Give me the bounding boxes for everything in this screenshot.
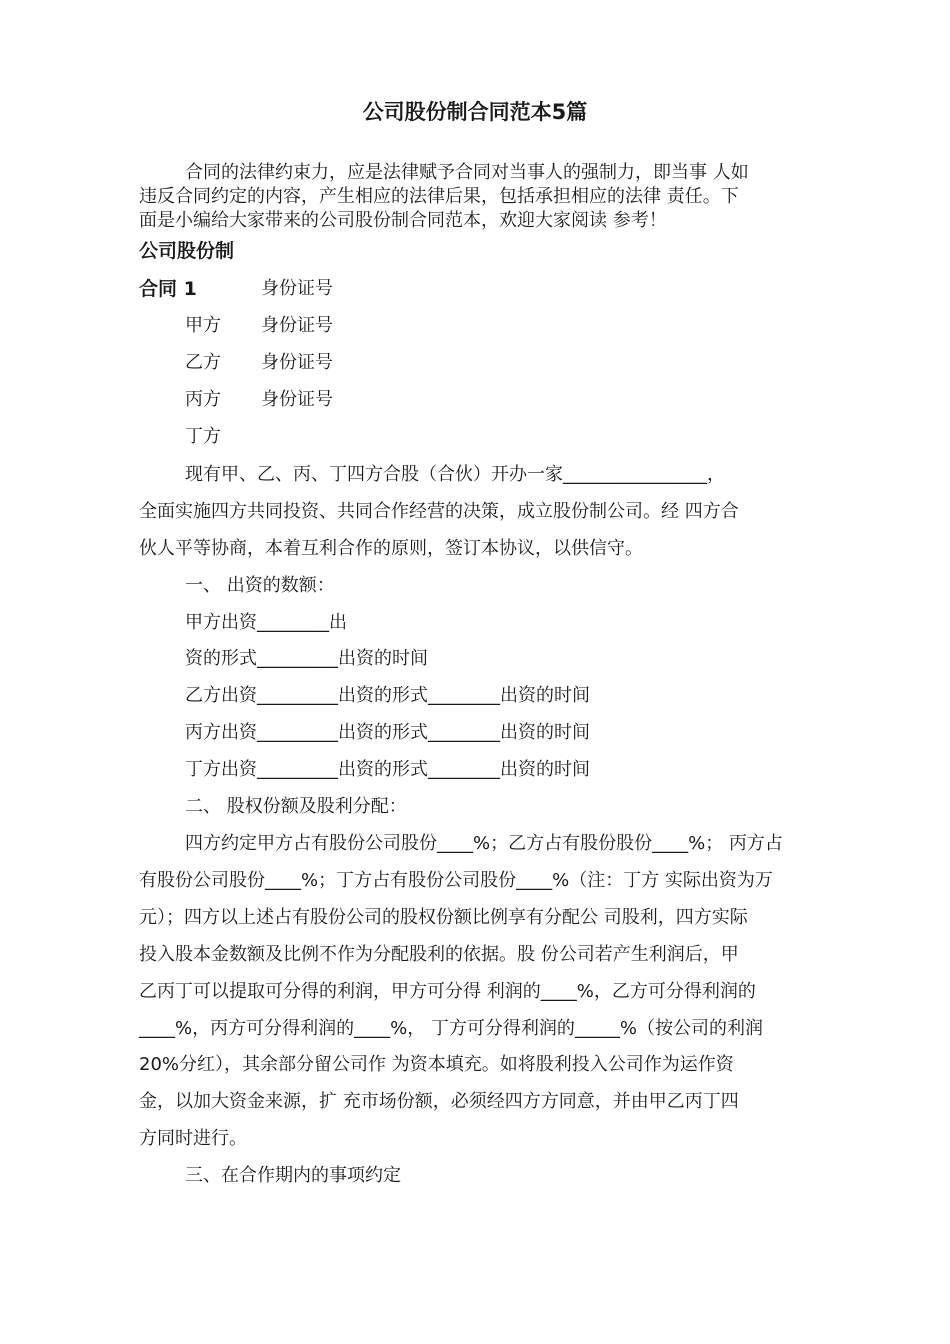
body-line: 四方约定甲方占有股份公司股份____%；乙方占有股份股份____%； 丙方占 [185,833,783,854]
id-number-label: 身份证号 [261,389,333,410]
body-line: 伙人平等协商，本着互利合作的原则，签订本协议，以供信守。 [139,538,643,559]
body-line: 现有甲、乙、丙、丁四方合股（合伙）开办一家________________， [185,464,725,485]
id-number-label: 身份证号 [261,278,333,299]
contract-number-heading: 合同 1 [139,278,197,300]
body-line: 方同时进行。 [139,1128,247,1149]
section-heading: 公司股份制 [139,240,235,262]
party-a-label: 甲方 [185,315,221,336]
intro-line-3: 面是小编给大家带来的公司股份制合同范本，欢迎大家阅读 参考！ [139,210,667,231]
intro-line-1: 合同的法律约束力，应是法律赋予合同对当事人的强制力，即当事 人如 [185,162,749,183]
body-line: 甲方出资________出 [185,612,347,633]
body-line: 资的形式_________出资的时间 [185,648,428,669]
body-line: 金，以加大资金来源，扩 充市场份额，必须经四方方同意，并由甲乙丙丁四 [139,1091,739,1112]
id-number-label: 身份证号 [261,315,333,336]
body-line: 丁方出资_________出资的形式________出资的时间 [185,759,590,780]
clause-heading: 一、 出资的数额： [185,575,335,596]
clause-heading: 三、在合作期内的事项约定 [185,1165,401,1186]
body-line: 乙方出资_________出资的形式________出资的时间 [185,685,590,706]
body-line: 乙丙丁可以提取可分得的利润，甲方可分得 利润的____%，乙方可分得利润的 [139,981,756,1002]
body-line: ____%，丙方可分得利润的____%， 丁方可分得利润的_____%（按公司的利润 [139,1018,764,1039]
body-line: 元）；四方以上述占有股份公司的股权份额比例享有分配公 司股利，四方实际 [139,907,748,928]
party-c-label: 丙方 [185,389,221,410]
body-line: 有股份公司股份____%；丁方占有股份公司股份____%（注：丁方 实际出资为万 [139,870,773,891]
body-line: 丙方出资_________出资的形式________出资的时间 [185,722,590,743]
party-d-label: 丁方 [185,426,221,447]
document-title: 公司股份制合同范本5篇 [362,100,588,124]
id-number-label: 身份证号 [261,352,333,373]
body-line: 投入股本金数额及比例不作为分配股利的依据。股 份公司若产生利润后，甲 [139,944,739,965]
intro-line-2: 违反合同约定的内容，产生相应的法律后果，包括承担相应的法律 责任。下 [139,186,739,207]
body-line: 全面实施四方共同投资、共同合作经营的决策，成立股份制公司。经 四方合 [139,501,739,522]
body-line: 20%分红），其余部分留公司作 为资本填充。如将股利投入公司作为运作资 [139,1054,734,1075]
clause-heading: 二、 股权份额及股利分配： [185,796,407,817]
party-b-label: 乙方 [185,352,221,373]
